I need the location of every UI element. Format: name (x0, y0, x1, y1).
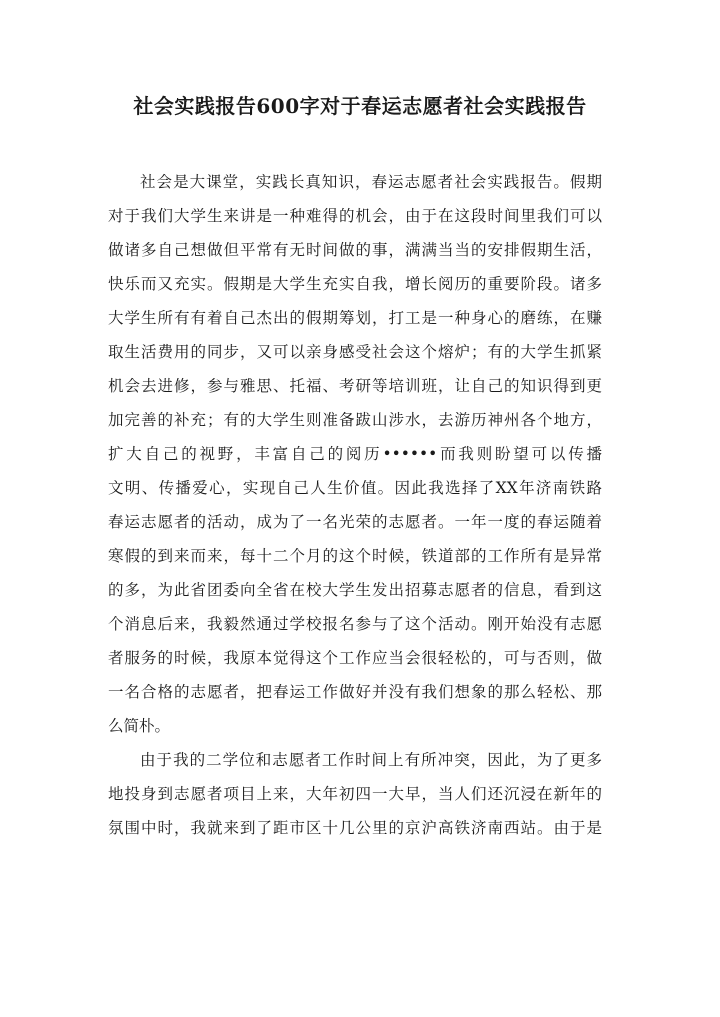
paragraph-line: 对于我们大学生来讲是一种难得的机会，由于在这段时间里我们可以 (108, 207, 602, 225)
paragraph-line: 快乐而又充实。假期是大学生充实自我，增长阅历的重要阶段。诸多 (108, 275, 602, 293)
paragraph-line: 么简朴。 (108, 717, 171, 735)
paragraph-line: 一名合格的志愿者，把春运工作做好并没有我们想象的那么轻松、那 (108, 683, 602, 701)
paragraph-line: 地投身到志愿者项目上来，大年初四一大早，当人们还沉浸在新年的 (108, 785, 602, 803)
paragraph-line: 取生活费用的同步，又可以亲身感受社会这个熔炉；有的大学生抓紧 (108, 343, 602, 361)
paragraph-line: 文明、传播爱心，实现自己人生价值。因此我选择了XX年济南铁路 (108, 479, 602, 497)
paragraph-line: 扩大自己的视野，丰富自己的阅历••••••而我则盼望可以传播 (108, 445, 602, 463)
paragraph-2 (108, 743, 602, 845)
paragraph-line: 社会是大课堂，实践长真知识，春运志愿者社会实践报告。假期 (140, 173, 602, 191)
paragraph-line: 的多，为此省团委向全省在校大学生发出招募志愿者的信息，看到这 (108, 581, 602, 599)
document-title: 社会实践报告600字对于春运志愿者社会实践报告 (133, 94, 587, 118)
paragraph-line: 做诸多自己想做但平常有无时间做的事，满满当当的安排假期生活， (108, 241, 602, 259)
paragraph-line: 个消息后来，我毅然通过学校报名参与了这个活动。刚开始没有志愿 (108, 615, 602, 633)
paragraph-line: 机会去进修，参与雅思、托福、考研等培训班，让自己的知识得到更 (108, 377, 602, 395)
paragraph-line: 者服务的时候，我原本觉得这个工作应当会很轻松的，可与否则，做 (108, 649, 602, 667)
paragraph-line: 春运志愿者的活动，成为了一名光荣的志愿者。一年一度的春运随着 (108, 513, 602, 531)
paragraph-line: 氛围中时，我就来到了距市区十几公里的京沪高铁济南西站。由于是 (108, 819, 602, 837)
paragraph-line: 大学生所有有着自己杰出的假期筹划，打工是一种身心的磨练，在赚 (108, 309, 602, 327)
paragraph-line: 加完善的补充；有的大学生则准备跋山涉水，去游历神州各个地方， (108, 411, 602, 429)
paragraph-1 (108, 165, 602, 743)
document-body (108, 165, 602, 845)
paragraph-line: 寒假的到来而来，每十二个月的这个时候，铁道部的工作所有是异常 (108, 547, 602, 565)
paragraph-line: 由于我的二学位和志愿者工作时间上有所冲突，因此，为了更多 (140, 751, 602, 769)
